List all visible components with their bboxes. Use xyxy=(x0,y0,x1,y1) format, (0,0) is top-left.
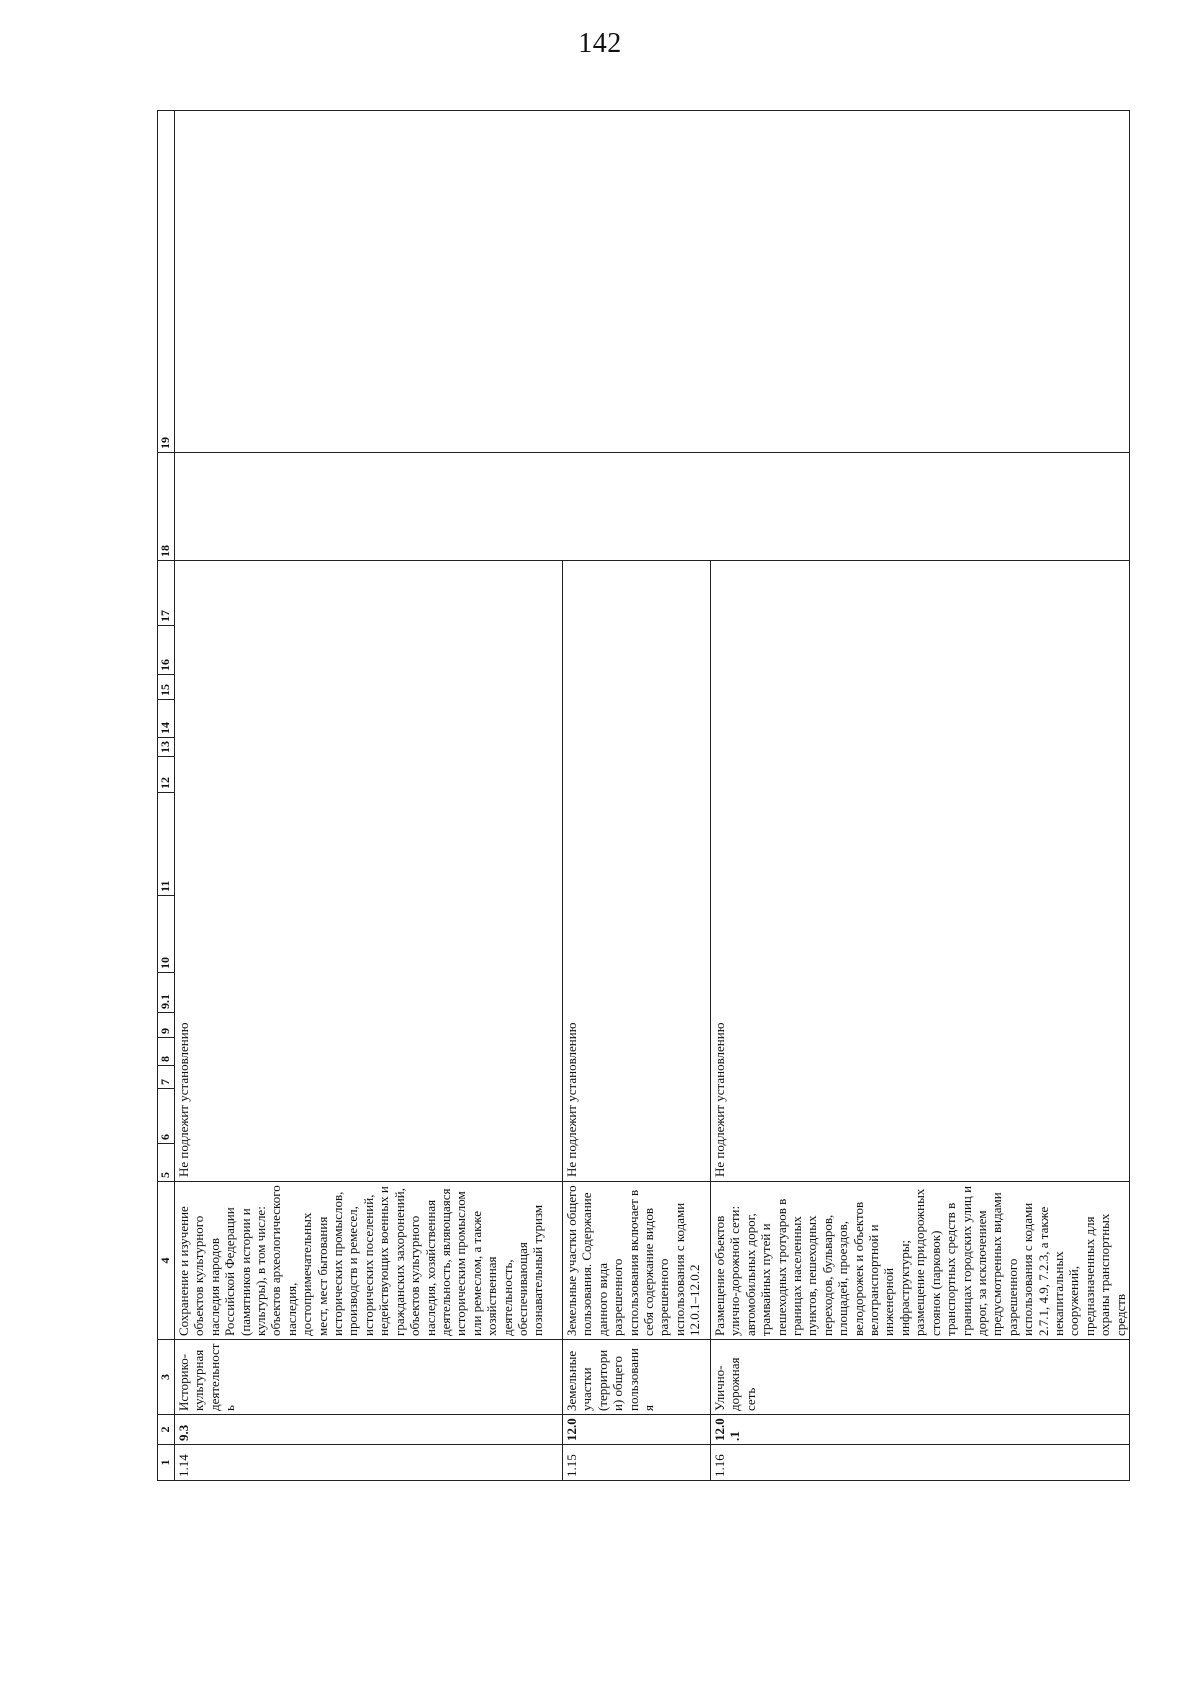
row-use-name: Историко-культурная деятельность xyxy=(175,1340,563,1415)
row-description: Размещение объектов улично-дорожной сети: автомобильных дорог, трамвайных путей и пешеходных тротуаров в границах населенных пунктов, пешеходных переходов, бульваров, площадей, проездов, велодорожек и объектов велотранспортной и инженерной инфраструктуры; размещение придорожных стоянок (парковок) транспортных средств в границах городских улиц и дорог, за исключением предусмотренных видами разрешенного использования с кодами 2.7.1, 4.9, 7.2.3, а также некапитальных сооружений, предназначенных для охраны транспортных средств xyxy=(711,1182,1130,1340)
landscape-page xyxy=(157,111,1128,1481)
header-cell: 11 xyxy=(158,793,175,896)
header-cell: 2 xyxy=(158,1415,175,1445)
row-number: 1.14 xyxy=(175,1445,563,1481)
header-row xyxy=(158,111,175,1481)
row-use-name: Земельные участки (территории) общего пользования xyxy=(563,1340,711,1415)
header-cell: 1 xyxy=(158,1445,175,1481)
page-number: 142 xyxy=(578,28,622,59)
row-code: 12.0 xyxy=(563,1415,711,1445)
row-params: Не подлежит установлению xyxy=(563,561,711,1182)
header-cell: 10 xyxy=(158,896,175,973)
land-use-table xyxy=(157,110,1130,1481)
rotated-table-area xyxy=(157,111,1128,1481)
empty-cell-col19 xyxy=(175,111,1130,453)
header-cell: 15 xyxy=(158,675,175,700)
row-description: Сохранение и изучение объектов культурного наследия народов Российской Федерации (памятников истории и культуры), в том числе: объектов археологического наследия, достопримечательных мест, мест бытования исторических промыслов, производств и ремесел, исторических поселений, недействующих военных и гражданских захоронений, объектов культурного наследия, хозяйственная деятельность, являющаяся историческим промыслом или ремеслом, а также хозяйственная деятельность, обеспечивающая познавательный туризм xyxy=(175,1182,563,1340)
row-number: 1.15 xyxy=(563,1445,711,1481)
row-use-name: Улично-дорожная сеть xyxy=(711,1340,1130,1415)
empty-cell-col18 xyxy=(175,453,1130,561)
header-cell: 12 xyxy=(158,757,175,793)
row-code: 12.0.1 xyxy=(711,1415,1130,1445)
header-cell: 18 xyxy=(158,453,175,561)
header-cell: 9.1 xyxy=(158,973,175,1013)
header-cell: 5 xyxy=(158,1144,175,1182)
row-params: Не подлежит установлению xyxy=(711,561,1130,1182)
row-params: Не подлежит установлению xyxy=(175,561,563,1182)
header-cell: 8 xyxy=(158,1038,175,1066)
row-description: Земельные участки общего пользования. Содержание данного вида разрешенного использования включает в себя содержание видов разрешенного использования с кодами 12.0.1–12.0.2 xyxy=(563,1182,711,1340)
header-cell: 9 xyxy=(158,1013,175,1038)
header-cell: 3 xyxy=(158,1340,175,1415)
header-cell: 17 xyxy=(158,561,175,626)
table-row xyxy=(175,111,563,1481)
header-cell: 16 xyxy=(158,626,175,675)
header-cell: 4 xyxy=(158,1182,175,1340)
header-cell: 7 xyxy=(158,1066,175,1089)
row-number: 1.16 xyxy=(711,1445,1130,1481)
row-code: 9.3 xyxy=(175,1415,563,1445)
header-cell: 19 xyxy=(158,111,175,453)
header-cell: 13 xyxy=(158,738,175,757)
header-cell: 6 xyxy=(158,1089,175,1144)
header-cell: 14 xyxy=(158,700,175,738)
